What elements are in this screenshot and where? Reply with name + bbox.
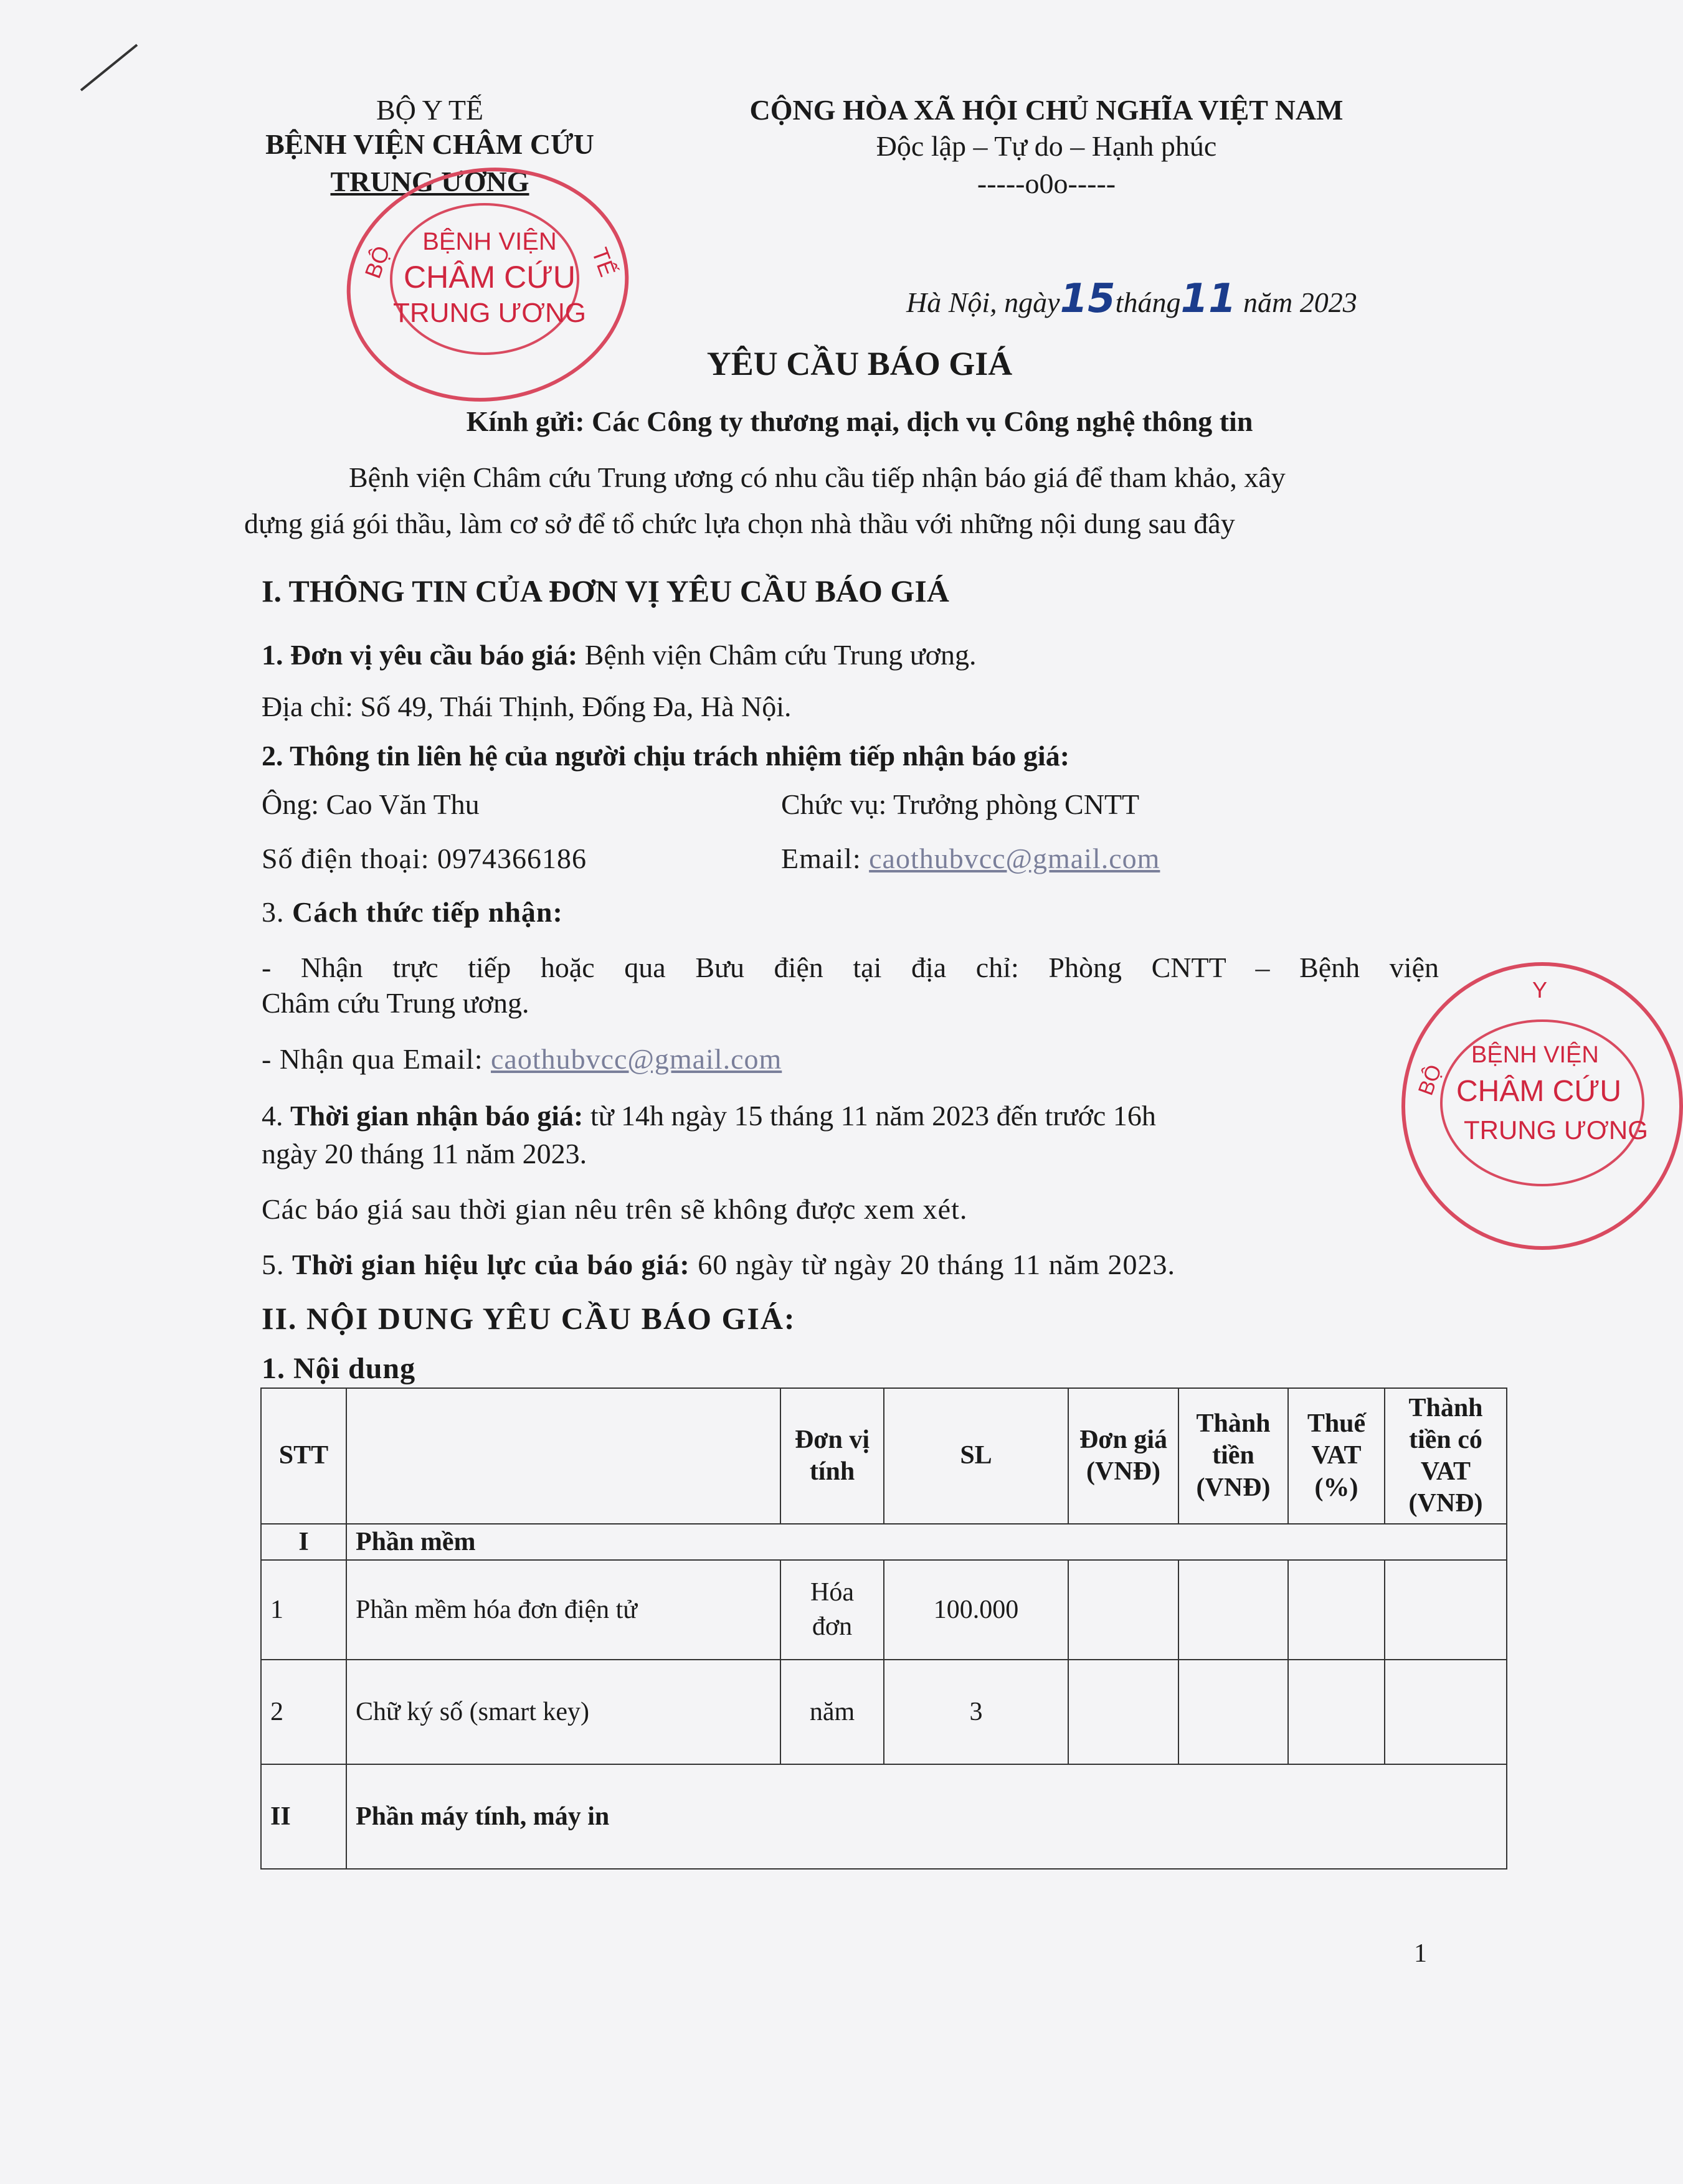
header-qty: SL (884, 1388, 1068, 1524)
section1-address: Địa chỉ: Số 49, Thái Thịnh, Đống Đa, Hà Nội. (262, 691, 792, 722)
section1-item3: 3. Cách thức tiếp nhận: (262, 896, 563, 928)
quote-table (260, 1387, 1507, 1870)
table-row (261, 1560, 1507, 1660)
row-amount-vat[interactable] (1385, 1560, 1507, 1660)
intro-line2: dựng giá gói thầu, làm cơ sở để tổ chức lựa chọn nhà thầu với những nội dung sau đây (244, 508, 1235, 539)
row-unit: Hóa đơn (780, 1560, 884, 1660)
stamp-line3: TRUNG ƯƠNG (393, 298, 586, 328)
hospital-seal-stamp-right (1401, 962, 1648, 1255)
ministry-name: BỘ Y TẾ (376, 94, 484, 126)
row-qty: 3 (884, 1660, 1068, 1764)
table-group-row (261, 1524, 1507, 1560)
section1-item1: 1. Đơn vị yêu cầu báo giá: Bệnh viện Châm cứu Trung ương. (262, 639, 977, 671)
date-prefix: Hà Nội, ngày (906, 286, 1060, 318)
stamp-line1: BỆNH VIỆN (422, 228, 557, 255)
section1-item4-line1: 4. Thời gian nhận báo giá: từ 14h ngày 15 tháng 11 năm 2023 đến trước 16h (262, 1100, 1156, 1132)
date-suffix: năm 2023 (1243, 286, 1357, 318)
row-qty: 100.000 (884, 1560, 1068, 1660)
receive-email: - Nhận qua Email: caothubvcc@gmail.com (262, 1043, 782, 1075)
stamp2-line2: CHÂM CỨU (1456, 1075, 1621, 1108)
table-header-row (261, 1388, 1507, 1524)
document-date (906, 274, 1417, 324)
row-amount-vat[interactable] (1385, 1660, 1507, 1764)
group-name: Phần máy tính, máy in (346, 1764, 1507, 1869)
section1-note: Các báo giá sau thời gian nêu trên sẽ không được xem xét. (262, 1193, 968, 1225)
group-name: Phần mềm (346, 1524, 1507, 1560)
row-amount[interactable] (1178, 1560, 1288, 1660)
section2-sub1: 1. Nội dung (262, 1352, 416, 1385)
group-stt: II (261, 1764, 346, 1869)
national-motto: Độc lập – Tự do – Hạnh phúc (876, 130, 1217, 162)
section1-item5: 5. Thời gian hiệu lực của báo giá: 60 ngày từ ngày 20 tháng 11 năm 2023. (262, 1249, 1175, 1280)
contact-position: Chức vụ: Trưởng phòng CNTT (781, 788, 1140, 820)
header-item (346, 1388, 780, 1524)
receive-direct-line1: - Nhận trực tiếp hoặc qua Bưu điện tại địa chỉ: Phòng CNTT – Bệnh viện (262, 952, 1439, 983)
row-name: Phần mềm hóa đơn điện tử (346, 1560, 780, 1660)
date-month-word: tháng (1115, 286, 1181, 318)
row-stt: 2 (261, 1660, 346, 1764)
row-unit-price[interactable] (1068, 1560, 1178, 1660)
table-group-row (261, 1764, 1507, 1869)
header-separator: -----o0o----- (977, 168, 1116, 199)
row-unit: năm (780, 1660, 884, 1764)
contact-name: Ông: Cao Văn Thu (262, 788, 480, 820)
contact-email: Email: caothubvcc@gmail.com (781, 843, 1160, 874)
header-unit-price: Đơn giá (VNĐ) (1068, 1388, 1178, 1524)
stamp2-line3: TRUNG ƯƠNG (1464, 1115, 1648, 1145)
receive-email-link[interactable]: caothubvcc@gmail.com (491, 1043, 782, 1075)
receive-direct-line2: Châm cứu Trung ương. (262, 987, 529, 1019)
header-unit: Đơn vị tính (780, 1388, 884, 1524)
group-stt: I (261, 1524, 346, 1560)
header-stt: STT (261, 1388, 346, 1524)
row-unit-price[interactable] (1068, 1660, 1178, 1764)
row-amount[interactable] (1178, 1660, 1288, 1764)
date-day-handwritten: 15 (1060, 276, 1116, 322)
section1-item4-line2: ngày 20 tháng 11 năm 2023. (262, 1138, 587, 1170)
section2-heading: II. NỘI DUNG YÊU CẦU BÁO GIÁ: (262, 1301, 796, 1336)
section1-heading: I. THÔNG TIN CỦA ĐƠN VỊ YÊU CẦU BÁO GIÁ (262, 574, 949, 608)
date-month-handwritten: 11 (1180, 276, 1236, 322)
country-name: CỘNG HÒA XÃ HỘI CHỦ NGHĨA VIỆT NAM (749, 94, 1344, 126)
stamp-line2: CHÂM CỨU (403, 260, 576, 295)
header-amount: Thành tiền (VNĐ) (1178, 1388, 1288, 1524)
row-vat[interactable] (1288, 1560, 1385, 1660)
row-vat[interactable] (1288, 1660, 1385, 1764)
stamp-rim-left: BỘ (359, 242, 395, 282)
contact-email-link[interactable]: caothubvcc@gmail.com (869, 843, 1160, 874)
stamp-rim-top: Y (1532, 977, 1548, 1003)
page-number: 1 (1414, 1939, 1427, 1968)
header-amount-vat: Thành tiền có VAT (VNĐ) (1385, 1388, 1507, 1524)
hospital-name-line1: BỆNH VIỆN CHÂM CỨU (265, 128, 594, 160)
hospital-name-line2: TRUNG ƯƠNG (330, 166, 529, 197)
salutation: Kính gửi: Các Công ty thương mại, dịch vụ Công nghệ thông tin (466, 405, 1253, 437)
row-stt: 1 (261, 1560, 346, 1660)
table-row (261, 1660, 1507, 1764)
document-title: YÊU CẦU BÁO GIÁ (706, 345, 1013, 382)
stamp2-rim-left: BỘ (1413, 1061, 1447, 1099)
stamp-rim-right: TẾ (587, 244, 621, 280)
contact-phone: Số điện thoại: 0974366186 (262, 843, 587, 874)
row-name: Chữ ký số (smart key) (346, 1660, 780, 1764)
stamp2-line1: BỆNH VIỆN (1471, 1042, 1599, 1068)
section1-item2: 2. Thông tin liên hệ của người chịu trách nhiệm tiếp nhận báo giá: (262, 740, 1070, 772)
pen-mark (75, 37, 149, 100)
header-vat: Thuế VAT (%) (1288, 1388, 1385, 1524)
intro-line1: Bệnh viện Châm cứu Trung ương có nhu cầu tiếp nhận báo giá để tham khảo, xây (349, 461, 1286, 493)
